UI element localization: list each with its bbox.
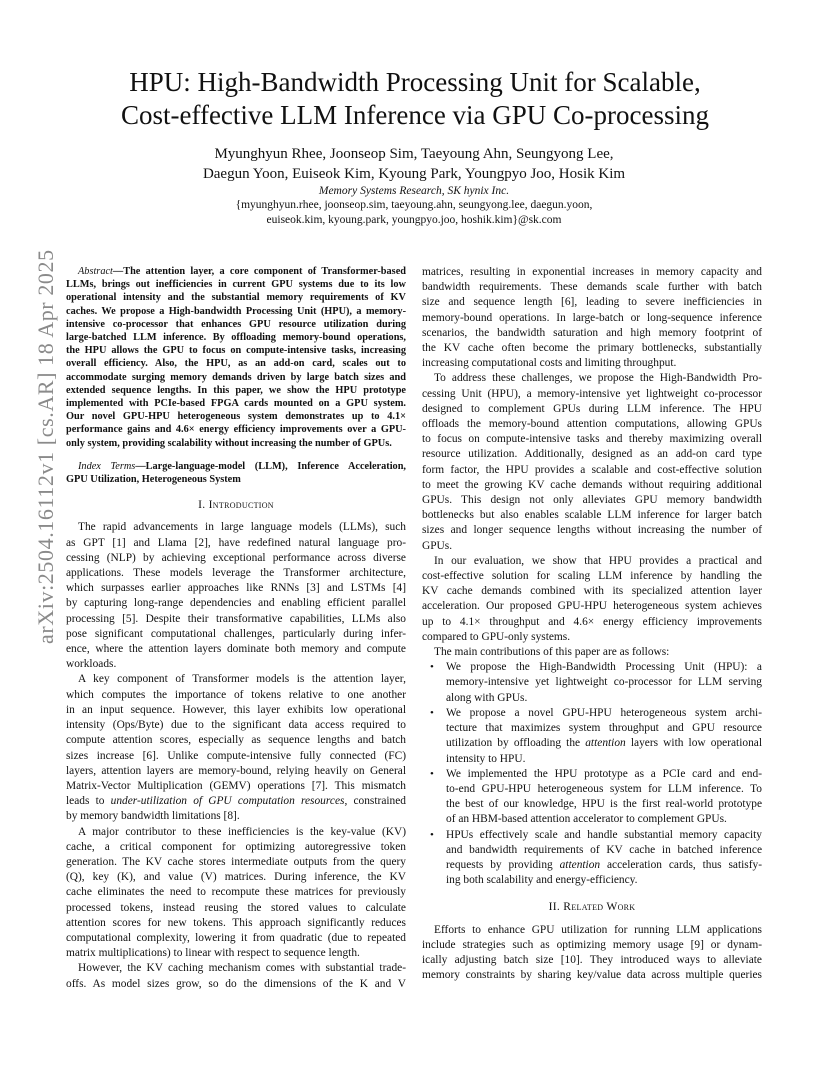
bullet-icon: •: [430, 767, 434, 780]
title-line: Cost-effective LLM Inference via GPU Co-processing: [120, 100, 710, 130]
authors-line: Myunghyun Rhee, Joonseop Sim, Taeyoung Ahn, Seungyong Lee,: [214, 146, 614, 162]
index-terms: Index Terms—Large-language-model (LLM), Inference Acceleration, GPU Utilization, Heterogeneous System: [66, 460, 407, 486]
affiliation: Memory Systems Research, SK hynix Inc.: [318, 185, 510, 197]
paper-title: [80, 66, 750, 132]
related-paragraph-1: Efforts to enhance GPU utilization for running LLM applications include strategies such as optimizing memory usage [9] or dynam- ically adjusting batch size [10]. They introduced ways to alleviate memory constraints by sharing key/value data across multiple queries: [422, 923, 762, 982]
arxiv-identifier[interactable]: arXiv:2504.16112v1 [cs.AR] 18 Apr 2025: [33, 249, 58, 644]
emphasis-text: attention: [559, 858, 601, 871]
right-paragraph-3: In our evaluation, we show that HPU provides a practical and cost-effective solution for scaling LLM inference by handling the KV cache demands combined with its specialized attention layer acceleration. Our proposed GPU-HPU heterogeneous system achieves up to 4.1× throughput and 4.6× energy efficiency improvements compared to GPU-only systems.: [422, 554, 762, 643]
author-block: [100, 144, 728, 228]
bullet-icon: •: [430, 661, 434, 674]
list-item: • HPUs effectively scale and handle substantial memory capacity and bandwidth requirements of KV cache in batched inference requests by providing attention acceleration cards, thus satisfy- ing both scalability and energy-efficiency.: [430, 828, 762, 887]
contributions-intro: The main contributions of this paper are as follows:: [434, 646, 670, 659]
section-heading-introduction: I. Introduction: [198, 498, 274, 512]
right-column: [422, 265, 762, 983]
title-line: HPU: High-Bandwidth Processing Unit for Scalable,: [129, 67, 701, 97]
intro-paragraph-1: The rapid advancements in large language models (LLMs), such as GPT [1] and Llama [2], have redefined natural language pro- cessing (NLP) by achieving exceptional performance across diverse applications. These models leverage the Transformer architecture, which surpasses earlier approaches like RNNs [3] and LSTMs [4] by capturing long-range dependencies and enabling efficient parallel processing [5]. Despite their transformative capabilities, LLMs also pose significant computational challenges, particularly during infer- ence, where the attention layers dominate both memory and compute workloads.: [66, 521, 406, 671]
list-item: • We propose a novel GPU-HPU heterogeneous system archi- tecture that maximizes system throughput and GPU resource utilization by offloading the attention layers with low operational intensity to HPU.: [430, 706, 762, 765]
contributions-list: [422, 660, 762, 888]
intro-paragraph-4: However, the KV caching mechanism comes with substantial trade- offs. As model sizes grow, so do the dimensions of the K and V: [66, 962, 406, 990]
email-line: euiseok.kim, kyoung.park, youngpyo.joo, hoshik.kim}@sk.com: [266, 214, 562, 226]
right-paragraph-2: To address these challenges, we propose the High-Bandwidth Pro- cessing Unit (HPU), a memory-intensive yet lightweight co-processor designed to complement GPUs during LLM inference. The HPU offloads the memory-bound attention computations, allowing GPUs to focus on compute-intensive tasks and thereby maximizing overall resource utilization. Additionally, designed as an add-on card type form factor, the HPU provides a scalable and cost-effective solution to meet the growing KV cache demands without requiring additional GPUs. This design not only alleviates GPU memory bandwidth bottlenecks but also enables scalable LLM inference for larger batch sizes and longer sequence lengths without increasing the number of GPUs.: [422, 372, 762, 552]
intro-paragraph-3: A major contributor to these inefficiencies is the key-value (KV) cache, a critical component for optimizing autoregressive token generation. The KV cache stores intermediate outputs from the query (Q), key (K), and value (V) matrices. During inference, the KV cache eliminates the need to recompute these matrices for previously processed tokens, instead reusing the stored values to calculate attention scores for new tokens. This approach significantly reduces computational complexity, lowering it from quadratic (due to repeated matrix multiplications) to linear with respect to sequence length.: [66, 825, 406, 960]
emphasis-text: under-utilization of GPU computation resources: [110, 795, 345, 808]
bullet-icon: •: [430, 706, 434, 719]
email-line: {myunghyun.rhee, joonseop.sim, taeyoung.ahn, seungyong.lee, daegun.yoon,: [235, 199, 593, 211]
emphasis-text: attention: [585, 737, 626, 750]
intro-paragraph-2: A key component of Transformer models is the attention layer, which computes the importance of tokens relative to one another in an input sequence. However, this layer exhibits low operational intensity (Ops/Byte) due to the significant data access required to compute attention scores, especially as sequence lengths and batch sizes increase [6]. Unlike compute-intensive fully connected (FC) layers, attention layers are memory-bound, relying heavily on General Matrix-Vector Multiplication (GEMV) operations [7]. This mismatch leads to under-utilization of GPU computation resources, constrained by memory bandwidth limitations [8].: [66, 673, 406, 823]
authors-line: Daegun Yoon, Euiseok Kim, Kyoung Park, Youngpyo Joo, Hosik Kim: [202, 166, 626, 182]
list-item: • We implemented the HPU prototype as a PCIe card and end- to-end GPU-HPU heterogeneous system for LLM inference. To the best of our knowledge, HPU is the first real-world prototype of an HBM-based attention accelerator to complement GPUs.: [430, 767, 762, 826]
index-terms-lead: Index Terms: [78, 460, 136, 472]
bullet-icon: •: [430, 828, 434, 841]
section-heading-related-work: II. Related Work: [548, 900, 636, 914]
list-item: • We propose the High-Bandwidth Processing Unit (HPU): a memory-intensive yet lightweight co-processor for LLM serving along with GPUs.: [430, 661, 762, 704]
abstract: Abstract—The attention layer, a core component of Transformer-based LLMs, brings out inefficiencies in current GPU systems due to its low operational intensity and the substantial memory requirements of KV caches. We propose a High-bandwidth Processing Unit (HPU), a memory- intensive co-processor that enhances GPU resource utilization during large-batched LLM inference. By offloading memory-bound operations, the HPU allows the GPU to focus on compute-intensive tasks, increasing overall efficiency. Also, the HPU, as an add-on card, scales out to accommodate surging memory demands driven by large batch sizes and extended sequence lengths. In this paper, we show the HPU prototype implemented with PCIe-based FPGA cards mounted on a GPU system. Our novel GPU-HPU heterogeneous system demonstrates up to 4.1× performance gains and 4.6× energy efficiency improvements over a GPU- only system, providing scalability without increasing the number of GPUs.: [66, 266, 406, 449]
right-paragraph-1: matrices, resulting in exponential increases in memory capacity and bandwidth requirements. These demands scale further with batch size and sequence length [6], leading to severe inefficiencies in memory-bound operations. In large-batch or long-sequence inference scenarios, the bandwidth saturation and high memory footprint of the KV cache often become the primary bottlenecks, substantially increasing computational costs and limiting throughput.: [422, 266, 762, 370]
left-column: [66, 265, 406, 992]
abstract-lead: Abstract: [78, 266, 113, 277]
